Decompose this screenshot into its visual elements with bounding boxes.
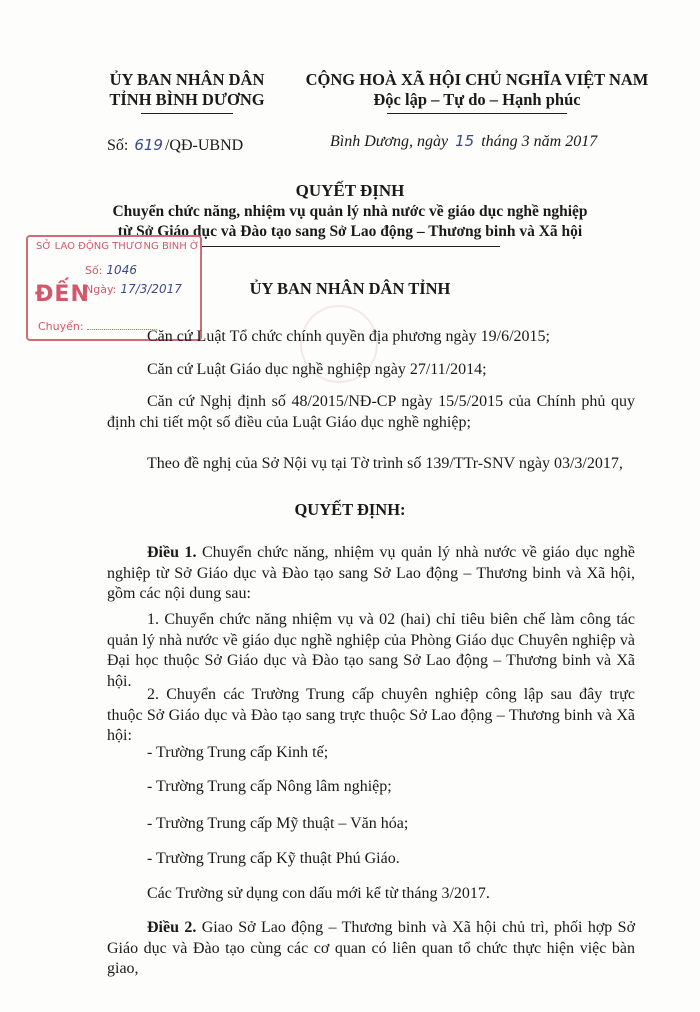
article-2 <box>107 918 635 980</box>
decision-heading: QUYẾT ĐỊNH: <box>294 500 406 519</box>
stamp-so-value: 1046 <box>106 263 137 277</box>
nation-motto: Độc lập – Tự do – Hạnh phúc <box>373 90 581 109</box>
article-1 <box>107 543 635 605</box>
article-1-label: Điều 1. <box>147 544 197 561</box>
agency-line-2: TỈNH BÌNH DƯƠNG <box>109 90 265 109</box>
so-handwritten: 619 <box>134 136 163 154</box>
basis-2: Căn cứ Luật Giáo dục nghề nghiệp ngày 27/11/2014; <box>147 361 487 378</box>
stamp-chuyen-label: Chuyển: <box>38 320 84 333</box>
so-suffix: /QĐ-UBND <box>164 137 244 154</box>
place-date <box>330 132 597 151</box>
month-year: tháng 3 năm 2017 <box>481 133 598 150</box>
nation-underline <box>387 113 567 114</box>
agency-underline <box>141 113 233 114</box>
subtitle-line-1: Chuyển chức năng, nhiệm vụ quản lý nhà nước về giáo dục nghề nghiệp <box>112 203 588 220</box>
school-item: - Trường Trung cấp Nông lâm nghiệp; <box>147 778 392 795</box>
seal-note: Các Trường sử dụng con dấu mới kể từ tháng 3/2017. <box>147 885 490 902</box>
agency-header <box>92 70 282 114</box>
article-1-item-1: 1. Chuyển chức năng nhiệm vụ và 02 (hai) chỉ tiêu biên chế làm công tác quản lý nhà nước về giáo dục nghề nghiệp của Phòng Giáo dục Chuyên nghiệp và Đại học thuộc Sở Giáo dục và Đào tạo sang Sở Lao động – Thương binh và Xã hội. <box>107 611 635 690</box>
basis-3: Căn cứ Nghị định số 48/2015/NĐ-CP ngày 15/5/2015 của Chính phủ quy định chi tiết một số điều của Luật Giáo dục nghề nghiệp; <box>107 393 635 431</box>
basis-1: Căn cứ Luật Tổ chức chính quyền địa phương ngày 19/6/2015; <box>147 328 550 345</box>
document-title: QUYẾT ĐỊNH <box>295 181 405 200</box>
stamp-org: SỞ LAO ĐỘNG THƯƠNG BINH Ờ <box>36 241 200 252</box>
school-item: - Trường Trung cấp Kỹ thuật Phú Giáo. <box>147 850 400 867</box>
authority-heading: ỦY BAN NHÂN DÂN TỈNH <box>249 279 451 298</box>
article-2-text: Giao Sở Lao động – Thương binh và Xã hội chủ trì, phối hợp Sở Giáo dục và Đào tạo cùng các cơ quan có liên quan tổ chức thực hiện việc bàn giao, <box>107 919 636 977</box>
day-handwritten: 15 <box>455 132 475 150</box>
stamp-den: ĐẾN <box>35 282 90 307</box>
nation-header <box>282 70 672 114</box>
stamp-so <box>85 263 137 277</box>
article-1-text: Chuyển chức năng, nhiệm vụ quản lý nhà nước về giáo dục nghề nghiệp từ Sở Giáo dục và Đào tạo sang Sở Lao động – Thương binh và Xã hội, gồm các nội dung sau: <box>107 544 635 602</box>
so-label: Số: <box>107 137 129 154</box>
school-item: - Trường Trung cấp Mỹ thuật – Văn hóa; <box>147 815 409 832</box>
nation-line-1: CỘNG HOÀ XÃ HỘI CHỦ NGHĨA VIỆT NAM <box>305 70 649 89</box>
subtitle-underline <box>200 246 500 247</box>
place-date-prefix: Bình Dương, ngày <box>330 133 449 150</box>
document-number <box>107 136 243 155</box>
stamp-ngay-label: Ngày: <box>85 283 117 296</box>
stamp-ngay-value: 17/3/2017 <box>120 282 182 296</box>
article-2-label: Điều 2. <box>147 919 197 936</box>
subtitle-line-2: từ Sở Giáo dục và Đào tạo sang Sở Lao động – Thương binh và Xã hội <box>117 223 583 240</box>
article-1-item-2: 2. Chuyển các Trường Trung cấp chuyên nghiệp công lập sau đây trực thuộc Sở Giáo dục và Đào tạo sang trực thuộc Sở Lao động – Thương binh và Xã hội: <box>107 686 635 744</box>
stamp-so-label: Số: <box>85 264 103 277</box>
school-item: - Trường Trung cấp Kinh tế; <box>147 744 329 761</box>
basis-4: Theo đề nghị của Sở Nội vụ tại Tờ trình số 139/TTr-SNV ngày 03/3/2017, <box>147 455 623 472</box>
agency-line-1: ỦY BAN NHÂN DÂN <box>109 70 265 89</box>
